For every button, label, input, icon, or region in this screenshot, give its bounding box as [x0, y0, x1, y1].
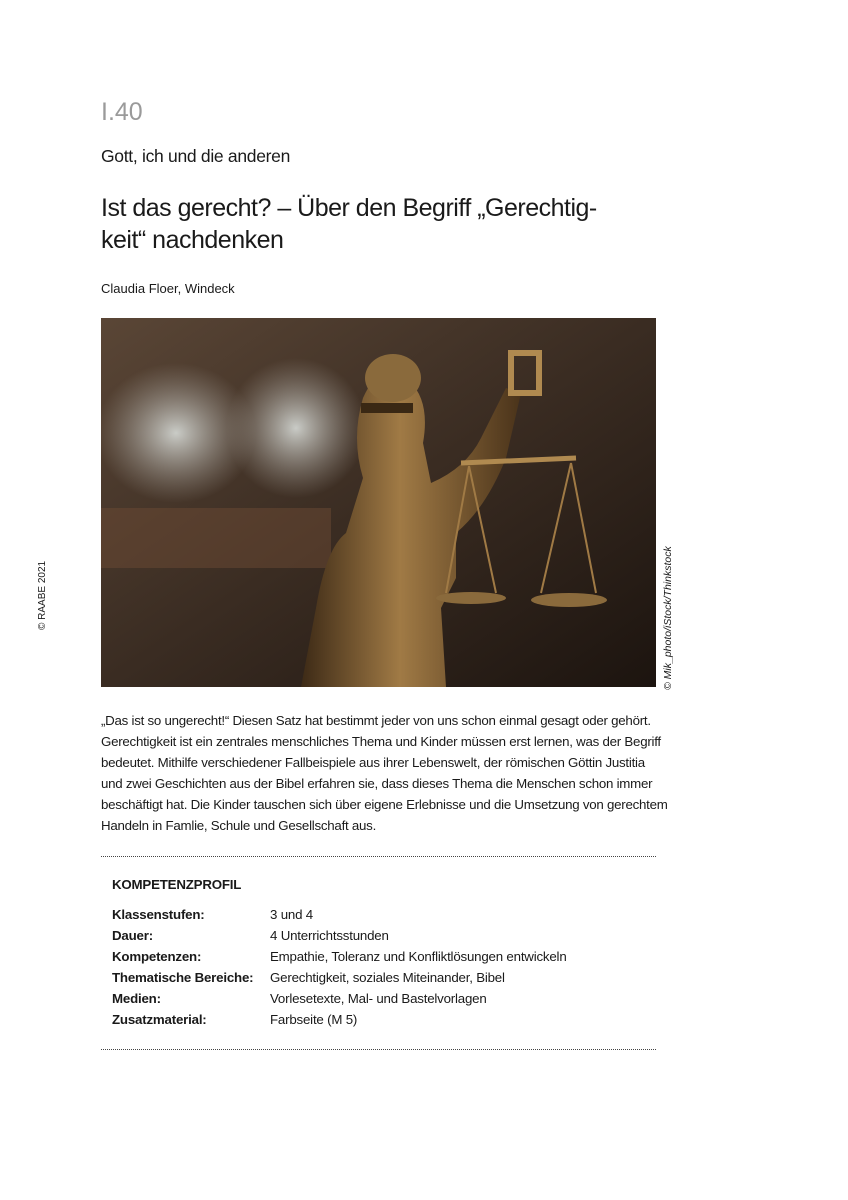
profile-key: Kompetenzen:: [112, 949, 202, 964]
profile-value: Farbseite (M 5): [270, 1012, 358, 1027]
kompetenzprofil-table: [112, 904, 567, 1030]
chapter-code: I.40: [101, 98, 143, 126]
profile-value: Empathie, Toleranz und Konfliktlösungen entwickeln: [270, 949, 567, 964]
intro-line: „Das ist so ungerecht!“ Diesen Satz hat bestimmt jeder von uns schon einmal gesagt oder gehört.: [101, 713, 651, 728]
profile-row: [112, 988, 567, 1009]
page-title: [101, 192, 661, 256]
profile-value: Vorlesetexte, Mal- und Bastelvorlagen: [270, 991, 487, 1006]
profile-key: Dauer:: [112, 928, 153, 943]
intro-line: Handeln in Famlie, Schule und Gesellschaft aus.: [101, 818, 377, 833]
copyright-notice: © RAABE 2021: [37, 560, 48, 630]
justitia-photo: [101, 318, 656, 687]
profile-key: Medien:: [112, 991, 161, 1006]
profile-row: [112, 946, 567, 967]
series-title: Gott, ich und die anderen: [101, 146, 291, 166]
profile-value: 3 und 4: [270, 907, 313, 922]
profile-key: Zusatzmaterial:: [112, 1012, 207, 1027]
title-line: keit“ nachdenken: [101, 226, 284, 254]
divider-top: [101, 856, 656, 857]
profile-row: [112, 904, 567, 925]
intro-paragraph: [101, 710, 671, 836]
profile-row: [112, 967, 567, 988]
photo-credit: © Mik_photo/iStock/Thinkstock: [662, 546, 674, 690]
kompetenzprofil-heading: KOMPETENZPROFIL: [112, 877, 242, 892]
intro-line: und zwei Geschichten aus der Bibel erfahren sie, dass dieses Thema die Menschen schon immer: [101, 776, 653, 791]
profile-value: 4 Unterrichtsstunden: [270, 928, 389, 943]
author: Claudia Floer, Windeck: [101, 281, 235, 296]
profile-key: Thematische Bereiche:: [112, 970, 254, 985]
title-line: Ist das gerecht? – Über den Begriff „Gerechtig-: [101, 194, 597, 222]
profile-row: [112, 925, 567, 946]
intro-line: beschäftigt hat. Die Kinder tauschen sich über eigene Erlebnisse und die Umsetzung von gerechtem: [101, 797, 668, 812]
profile-row: [112, 1009, 567, 1030]
intro-line: bedeutet. Mithilfe verschiedener Fallbeispiele aus ihrer Lebenswelt, der römischen Göttin Justitia: [101, 755, 645, 770]
divider-bottom: [101, 1049, 656, 1050]
intro-line: Gerechtigkeit ist ein zentrales menschliches Thema und Kinder müssen erst lernen, was der Begriff: [101, 734, 661, 749]
profile-key: Klassenstufen:: [112, 907, 205, 922]
profile-value: Gerechtigkeit, soziales Miteinander, Bibel: [270, 970, 505, 985]
